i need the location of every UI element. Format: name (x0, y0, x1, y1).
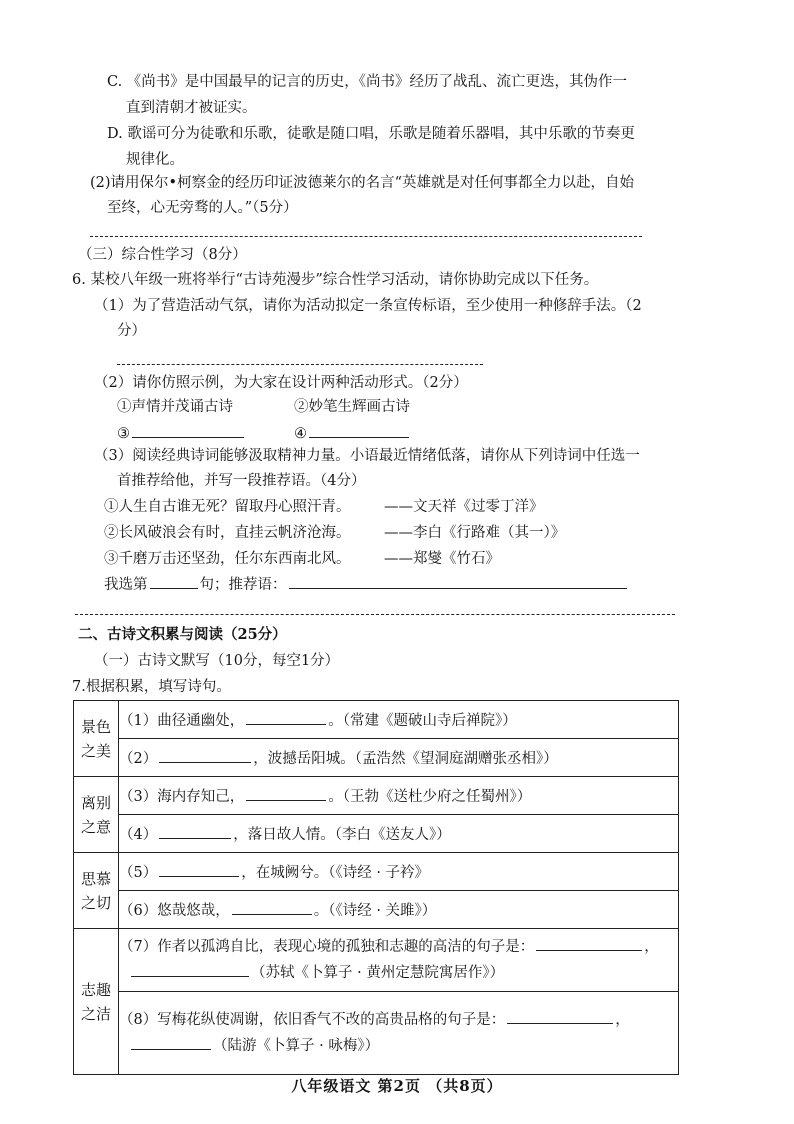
answer-blank[interactable] (246, 786, 326, 801)
poem-option-3: ③千磨万击还坚劲，任尔东西南北风。 (104, 551, 351, 567)
table-row (74, 815, 679, 853)
item-text: （陆游《卜算子 · 咏梅》） (213, 1038, 380, 1054)
table-row (74, 891, 679, 929)
part-2-subtitle: （一）古诗文默写（10分，每空1分） (94, 653, 340, 669)
activity-example-1: ①声情并茂诵古诗 (117, 399, 233, 415)
item-text: （4） (119, 827, 158, 843)
poem-recall-table (73, 700, 679, 1075)
activity-example-2: ②妙笔生辉画古诗 (294, 399, 410, 415)
item-text: （2） (119, 751, 158, 767)
q5-part2-line1: (2)请用保尔•柯察金的经历印证波德莱尔的名言“英雄就是对任何事都全力以赴，自始 (90, 175, 635, 191)
table-row (74, 701, 679, 739)
recommend-label: 句；推荐语： (199, 577, 287, 593)
answer-blank[interactable] (159, 862, 239, 877)
answer-line (117, 364, 483, 365)
item-text: （8）写梅花纵使凋谢，依旧香气不改的高贵品格的句子是： (119, 1012, 506, 1028)
item-text: ，波撼岳阳城。（孟浩然《望洞庭湖赠张丞相》） (253, 751, 558, 767)
table-cell (119, 777, 679, 815)
category-label: 思慕之切 (81, 869, 112, 912)
q5-part2-line2: 至终，心无旁骛的人。”（5分） (107, 200, 298, 216)
q6-part3-line2: 首推荐给他，并写一段推荐语。（4分） (117, 473, 366, 489)
item-text: ， (644, 939, 659, 955)
poem-source-1: ——文天祥《过零丁洋》 (384, 499, 544, 515)
answer-blank[interactable] (232, 900, 312, 915)
activity-blank-4 (294, 423, 411, 444)
question-7: 7.根据积累，填写诗句。 (72, 679, 231, 695)
q6-part3-line1: （3）阅读经典诗词能够汲取精神力量。小语最近情绪低落，请你从下列诗词中任选一 (94, 448, 640, 464)
item-text: （5） (119, 865, 158, 881)
item-text: ，落日故人情。（李白《送友人》） (233, 827, 451, 843)
answer-blank[interactable] (536, 936, 642, 951)
q5-option-c-line2: 直到清朝才被证实。 (126, 100, 257, 116)
category-label: 志趣之洁 (81, 980, 112, 1023)
poem-source-2: ——李白《行路难（其一）》 (384, 525, 566, 541)
poem-option-2: ②长风破浪会有时，直挂云帆济沧海。 (104, 525, 351, 541)
table-row (74, 777, 679, 815)
item-text: （6）悠哉悠哉， (119, 903, 230, 919)
q5-option-c-line1: C. 《尚书》是中国最早的记言的历史，《尚书》经历了战乱、流亡更迭，其伪作一 (107, 74, 628, 90)
item-text: （7）作者以孤鸿自比，表现心境的孤独和志趣的高洁的句子是： (119, 939, 535, 955)
choice-line (104, 574, 629, 595)
answer-blank[interactable] (309, 423, 409, 438)
table-cell (119, 929, 679, 992)
table-cell (119, 992, 679, 1075)
item-text: ， (615, 1012, 630, 1028)
category-scenery (74, 701, 119, 777)
answer-line (75, 614, 675, 615)
section-3-title: （三）综合性学习（8分） (78, 247, 247, 263)
choice-blank[interactable] (150, 574, 198, 589)
category-label: 离别之意 (81, 793, 112, 836)
answer-blank[interactable] (131, 1035, 211, 1050)
q6-part1-line2: 分） (117, 323, 146, 339)
table-row (74, 929, 679, 992)
table-cell (119, 739, 679, 777)
answer-blank[interactable] (132, 423, 244, 438)
activity-blank-4-label: ④ (294, 426, 307, 442)
category-farewell (74, 777, 119, 853)
table-row (74, 853, 679, 891)
category-ambition (74, 929, 119, 1075)
table-row (74, 739, 679, 777)
answer-line (90, 236, 642, 237)
item-line (119, 1033, 678, 1059)
q6-part1-line1: （1）为了营造活动气氛，请你为活动拟定一条宣传标语，至少使用一种修辞手法。（2 (94, 298, 642, 314)
activity-blank-3-label: ③ (117, 426, 130, 442)
table-cell (119, 815, 679, 853)
q5-option-d-line2: 规律化。 (126, 152, 184, 168)
item-text: ，在城阙兮。（《诗经 · 子衿》 (241, 865, 430, 881)
answer-blank[interactable] (159, 824, 231, 839)
q5-option-d-line1: D. 歌谣可分为徒歌和乐歌，徒歌是随口唱，乐歌是随着乐器唱，其中乐歌的节奏更 (107, 126, 635, 142)
answer-blank[interactable] (507, 1009, 613, 1024)
table-cell (119, 701, 679, 739)
choice-label: 我选第 (104, 577, 148, 593)
item-text: （1）曲径通幽处， (119, 713, 245, 729)
item-line (119, 934, 678, 960)
activity-blank-3 (117, 423, 246, 444)
table-cell (119, 891, 679, 929)
page-footer: 八年级语文 第2页 （共8页） (291, 1077, 503, 1095)
item-text: （苏轼《卜算子 · 黄州定慧院寓居作》） (251, 965, 505, 981)
part-2-title: 二、古诗文积累与阅读（25分） (78, 626, 287, 643)
item-text: 。（王勃《送杜少府之任蜀州》） (328, 789, 532, 805)
item-text: （3）海内存知己， (119, 789, 245, 805)
item-line (119, 1007, 678, 1033)
question-6: 6. 某校八年级一班将举行“古诗苑漫步”综合性学习活动，请你协助完成以下任务。 (72, 272, 599, 288)
table-cell (119, 853, 679, 891)
recommend-blank[interactable] (289, 574, 627, 589)
category-label: 景色之美 (81, 717, 112, 760)
q6-part2: （2）请你仿照示例，为大家在设计两种活动形式。（2分） (94, 375, 468, 391)
item-text: 。（常建《题破山寺后禅院》） (328, 713, 517, 729)
poem-source-3: ——郑燮《竹石》 (384, 551, 500, 567)
item-line (119, 960, 678, 986)
poem-option-1: ①人生自古谁无死？留取丹心照汗青。 (104, 499, 351, 515)
answer-blank[interactable] (131, 962, 249, 977)
category-longing (74, 853, 119, 929)
item-text: 。（《诗经 · 关雎》） (313, 903, 437, 919)
answer-blank[interactable] (246, 710, 326, 725)
answer-blank[interactable] (159, 748, 251, 763)
table-row (74, 992, 679, 1075)
